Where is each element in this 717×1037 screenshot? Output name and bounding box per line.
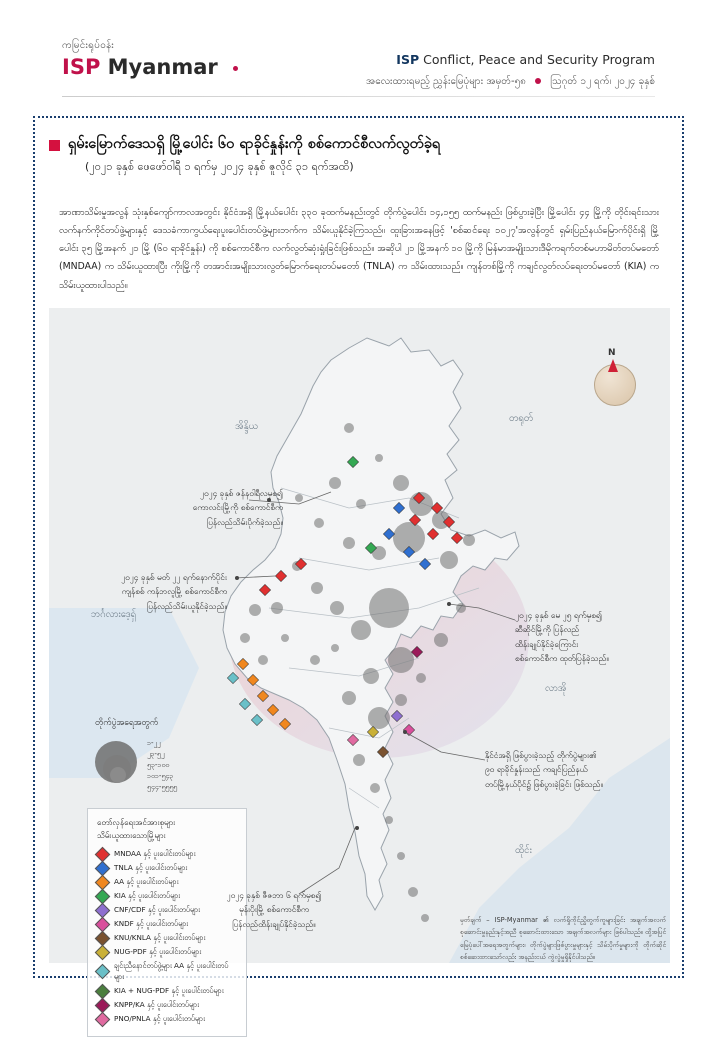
party-legend-label: CNF/CDF နှင့် ပူးပေါင်းတပ်များ [114,904,201,914]
party-legend-item [97,947,237,958]
issue-date: ဩဂုတ် ၁၂ ရက်၊ ၂၀၂၄ ခုနှစ် [550,76,655,87]
brand-burmese: ကမြင်းရုပ်ဝန်း [62,40,115,51]
party-legend-title-line2: သိမ်းယူထားသောမြို့များ [97,830,166,840]
brand-isp-text: ISP [62,55,101,79]
party-legend-label: KNU/KNLA နှင့် ပူးပေါင်းတပ်များ [114,932,206,942]
program-block [366,52,655,89]
party-legend-item [97,1000,237,1011]
poster-frame [33,116,684,1023]
compass-north-label: N [608,348,616,358]
annotation-battles-share [485,748,647,791]
program-prefix: ISP [396,52,420,67]
party-legend-item [97,961,237,983]
party-legend-label: KIA နှင့် ပူးပေါင်းတပ်များ [114,890,181,900]
party-legend-label: PNO/PNLA နှင့် ပူးပေါင်းတပ်များ [114,1013,205,1023]
brand-dot-icon [233,66,238,71]
party-marker-icon [95,930,111,946]
country-label-bangladesh: ဘင်္ဂလားဒေ့ရှ် [91,609,136,620]
party-legend-label: KNDF နှင့် ပူးပေါင်းတပ်များ [114,918,189,928]
party-marker-icon [95,1011,111,1027]
party-legend-item [97,1014,237,1025]
brand-block [62,38,238,79]
annotation-kanbalu [93,570,227,613]
body-paragraph: အာဏာသိမ်းမှုအလွန် သုံးနှစ်ကျော်ကာလအတွင်း နိုင်ငံအရှိ မြို့နယ်ပေါင်း ၃၃၀ ခုထက်မနည်းတွင် တိုက်ပွဲပေါင်း ၁၄,၁၅၅ ထက်မနည်း ဖြစ်ပွားခဲ့ပြီး မြို့ပေါင်း ၄၄ မြို့ကို တိုင်းရင်းသားလက်နက်ကိုင်တပ်ဖွဲ့များနှင့် ဒေသခံကာကွယ်ရေးပူးပေါင်းတပ်ဖွဲ့များဘက်က သိမ်းယူနိုင်ခဲ့ကြသည်။ ထူးခြားအနေဖြင့် 'စစ်ဆင်ရေး ၁၀၂၇'အလွန်တွင် ရှမ်းပြည်နယ်မြောက်ပိုင်းရှိ မြို့ပေါင်း ၃၅ မြို့အနက် ၂၁ မြို့ (၆၀ ရာခိုင်နှုန်း) ကို စစ်ကောင်စီက လက်လွတ်ဆုံးရှုံးခြင်းဖြစ်သည်။ အဆိုပါ ၂၁ မြို့အနက် ၁၀ မြို့ကို မြန်မာအမျိုးသားဒီမိုကရက်တစ်မဟာမိတ်တပ်မတော် (MNDAA) က သိမ်းယူထားပြီး ကိုးမြို့ကို တအာင်းအမျိုးသားလွတ်မြောက်ရေးတပ်မတော် (TNLA) က သိမ်းထားသည်။ ကျန်တစ်မြို့ကို ကချင်လွတ်လပ်ရေးတပ်မတော် (KIA) က သိမ်းယူထားပါသည်။ [59,207,659,291]
party-legend-label: KIA + NUG-PDF နှင့် ပူးပေါင်းတပ်များ [114,985,224,995]
size-legend-item-2: ၅၃-၁၀၀ [147,761,170,769]
country-label-laos: လာအို [545,683,567,694]
map-canvas[interactable] [49,308,670,1023]
country-label-china: တရုတ် [509,413,533,424]
party-marker-icon [95,944,111,960]
party-marker-icon [95,846,111,862]
separator-dot-icon [535,78,541,84]
party-legend-title [97,817,237,843]
size-legend-item-3: ၁၀၁-၅၄၃ [147,772,174,780]
party-marker-icon [95,997,111,1013]
page-title: ရှမ်းမြောက်ဒေသရှိ မြို့ပေါင်း ၆၀ ရာခိုင်နှုန်းကို စစ်ကောင်စီလက်လွတ်ခဲ့ရ [68,136,441,152]
party-marker-icon [95,916,111,932]
size-legend-item-1: ၂၃-၅၂ [147,750,165,758]
annotation-moebye [515,608,641,665]
page-header [0,0,717,108]
size-legend-circles [95,735,227,797]
annotation-line: ဆီဆိုင်မြို့ကို ပြန်လည် [515,624,580,635]
header-divider [62,96,655,97]
party-legend-label: NUG-PDF နှင့် ပူးပေါင်းတပ်များ [114,946,202,956]
country-label-india: အိန္ဒိယ [235,421,258,432]
annotation-thandwe [199,888,349,931]
party-marker-icon [95,874,111,890]
annotation-line: ကောလင်းမြို့ကို စစ်ကောင်စီက [192,502,283,513]
size-legend-item-4: ၅၄၄-၅၅၅၅ [147,783,178,791]
party-legend-item [97,877,237,888]
party-marker-icon [95,983,111,999]
annotation-line: မုန်းပိုးမြို့ စစ်ကောင်စီက [239,904,309,915]
annotation-line: ၂၀၂၄ ခုနှစ် ဇန်နဝါရီလမှစ၍ [199,488,283,498]
compass-icon [588,348,640,408]
size-legend [95,718,227,797]
issue-label: အလေးထားရမည့် ညွှန်းမြေပုံများ အမှတ်-၅၈ [366,76,526,87]
annotation-line: ၂၀၂၄ ခုနှစ် မေ ၂၅ ရက်မှစ၍ [515,610,602,620]
party-legend-label: KNPP/KA နှင့် ပူးပေါင်းတပ်များ [114,999,200,1009]
brand-logo [62,55,238,79]
footer-note: မှတ်ချက် – ISP-Myanmar ၏ လက်ရှိကိုင်ညွှိတွက်ကူများခြင်း အချက်အလက် စုဆောင်းမှုနည်းနှင့်အညီ စုဆောင်းထားသော အချက်အလက်များ ဖြစ်ပါသည်။ ထို့အပြင် မြေပုံပေါ်အရေအတွက်များ၊ တိုက်ပွဲများဖြစ်ပွားမှုများနှင့် သိမ်းပိုက်မှုများကို တိုက်ဆိုင်စစ်ဆေးထားသော်လည်း အနည်းငယ် ကွဲလွဲမှုရှိနိုင်ပါသည်။ [460,915,666,962]
party-legend-item [97,863,237,874]
party-legend-label: TNLA နှင့် ပူးပေါင်းတပ်များ [114,862,188,872]
program-title: Conflict, Peace and Security Program [423,52,655,67]
title-subtitle: (၂၀၂၁ ခုနှစ် ဖေဖော်ဝါရီ ၁ ရက်မှ ၂၀၂၄ ခုနှစ် ဇူလိုင် ၃၁ ရက်အထိ) [85,159,354,173]
annotation-line: ပြန်လည်သိမ်းယူနိုင်ခဲ့သည်။ [146,600,227,611]
party-legend-label: MNDAA နှင့် ပူးပေါင်းတပ်များ [114,848,196,858]
party-marker-icon [95,902,111,918]
program-title-line [366,52,655,67]
annotation-line: ပြန်လည်ထိန်းချုပ်နိုင်ခဲ့သည်။ [232,918,316,929]
size-legend-title: တိုက်ပွဲအရေအတွက် [95,718,159,728]
annotation-line: တပ်မြို့နယ်ပိုင်၌ ဖြစ်ပွားခဲ့ခြင်း ဖြစ်သည်။ [485,778,604,789]
bullet-square-icon [49,140,60,151]
title-block [49,134,667,176]
party-legend-title-line1: တော်လှန်ရေးအင်အားစုများ [97,818,176,827]
party-legend-item [97,986,237,997]
party-legend-item [97,849,237,860]
brand-myanmar-text: Myanmar [107,55,218,79]
party-legend-label: AA နှင့် ပူးပေါင်းတပ်များ [114,876,179,886]
annotation-line: နိုင်ငံအရှိ ဖြစ်ပွားခဲ့သည့် တိုက်ပွဲများ၏ [485,750,597,760]
party-legend-label: ချင်းညီနောင်တပ်ဖွဲ့များ AA နှင့် ပူးပေါင်းတပ်များ [114,960,229,981]
party-legend-item [97,933,237,944]
party-legend-list [97,849,237,1025]
annotation-kawlin [167,486,283,529]
party-marker-icon [95,888,111,904]
party-marker-icon [95,964,111,980]
annotation-line: ပြန်လည်သိမ်းပိုက်ခဲ့သည်။ [206,516,283,527]
annotation-line: ၉၀ ရာခိုင်နှုန်းသည် ကချင်ပြည်နယ် [485,764,588,775]
size-legend-item-0: ၁-၂၂ [147,739,161,747]
annotation-line: ကျန်စစ် ကန်ဘလူမြို့ စစ်ကောင်စီက [121,586,227,597]
annotation-line: ထိန်းချုပ်နိုင်ခဲ့ကြောင်း [515,638,579,649]
country-label-thailand: ထိုင်း [515,845,532,856]
annotation-line: စစ်ကောင်စီက ထုတ်ပြန်ခဲ့သည်။ [515,653,609,664]
annotation-line: ၂၀၂၄ ခုနှစ် မတ် ၂၂ ရက်နောက်ပိုင်း [121,572,227,582]
annotation-line: ၂၀၂၄ ခုနှစ် ဇီဇဘာ ၆ ရက်မှစ၍ [226,890,322,900]
party-marker-icon [95,860,111,876]
issue-line [366,74,655,89]
